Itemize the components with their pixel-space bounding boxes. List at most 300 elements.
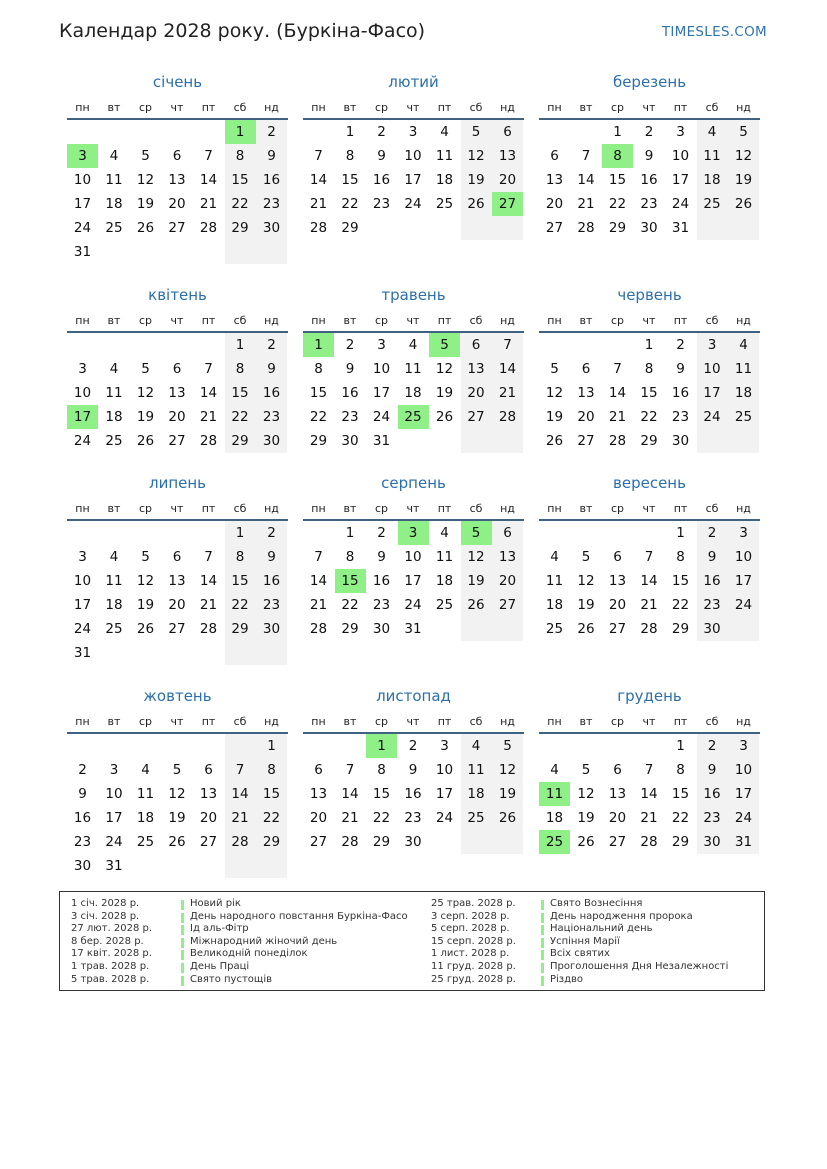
day-cell: 13 <box>168 573 186 589</box>
day-cell: 12 <box>577 786 595 802</box>
day-cell: 22 <box>231 597 249 613</box>
weekday-label: пт <box>201 101 216 114</box>
day-cell: 29 <box>309 433 328 449</box>
legend-holiday-name: Новий рік <box>190 898 241 909</box>
day-cell: 31 <box>734 834 753 850</box>
day-cell: 30 <box>640 220 658 236</box>
weekday-label: пт <box>201 314 216 327</box>
day-cell: 12 <box>435 361 454 377</box>
day-cell: 8 <box>235 148 245 164</box>
day-cell: 21 <box>608 409 627 425</box>
day-cell: 11 <box>105 573 123 589</box>
legend-holiday-name: Великодній понеділок <box>190 948 308 960</box>
day-cell: 7 <box>314 148 323 164</box>
day-cell: 14 <box>309 573 328 589</box>
day-cell: 4 <box>408 337 418 353</box>
day-cell: 14 <box>498 361 517 377</box>
day-cell: 11 <box>545 573 564 589</box>
legend-date: 1 трав. 2028 р. <box>71 961 150 972</box>
day-cell: 8 <box>345 148 355 164</box>
legend-marker <box>181 913 184 923</box>
day-cell: 24 <box>73 433 92 449</box>
day-cell: 25 <box>105 433 123 449</box>
weekday-label: пт <box>437 314 452 327</box>
weekday-label: ср <box>138 314 153 327</box>
legend-marker <box>181 938 184 948</box>
day-cell: 10 <box>734 762 753 778</box>
day-cell: 3 <box>109 762 119 778</box>
day-cell: 30 <box>671 433 690 449</box>
day-cell: 29 <box>640 433 658 449</box>
day-cell: 6 <box>550 148 559 164</box>
day-cell: 26 <box>545 433 564 449</box>
day-cell: 12 <box>136 172 155 188</box>
weekday-label: чт <box>642 715 656 728</box>
day-cell: 2 <box>267 124 276 140</box>
day-cell: 28 <box>199 621 218 637</box>
day-cell: 21 <box>199 196 218 212</box>
weekday-label: сб <box>469 502 483 515</box>
day-cell: 6 <box>471 337 481 353</box>
legend-marker <box>541 963 544 973</box>
day-cell: 12 <box>498 762 517 778</box>
day-cell: 13 <box>608 573 627 589</box>
weekday-label: пн <box>311 101 326 114</box>
day-cell: 7 <box>644 762 654 778</box>
day-cell: 7 <box>204 148 213 164</box>
day-cell: 18 <box>105 409 123 425</box>
day-cell: 6 <box>314 762 323 778</box>
day-cell: 3 <box>78 549 87 565</box>
holiday-day-cell: 3 <box>398 521 429 545</box>
day-cell: 23 <box>73 834 92 850</box>
weekday-label: вт <box>343 314 357 327</box>
day-cell: 1 <box>267 738 276 754</box>
day-cell: 22 <box>231 196 249 212</box>
weekday-label: сб <box>469 101 483 114</box>
day-cell: 30 <box>703 621 721 637</box>
day-cell: 14 <box>199 573 218 589</box>
day-cell: 30 <box>262 621 281 637</box>
day-cell: 22 <box>671 597 690 613</box>
day-cell: 16 <box>262 172 281 188</box>
day-cell: 23 <box>404 810 422 826</box>
day-cell: 28 <box>309 220 328 236</box>
weekday-label: пн <box>311 715 326 728</box>
weekday-label: чт <box>406 715 420 728</box>
day-cell: 4 <box>109 148 119 164</box>
day-cell: 6 <box>172 549 182 565</box>
month-name: квітень <box>148 286 207 304</box>
weekday-label: сб <box>705 715 719 728</box>
day-cell: 5 <box>581 762 591 778</box>
legend-date: 8 бер. 2028 р. <box>71 935 144 947</box>
day-cell: 7 <box>345 762 355 778</box>
legend-holiday-name: Успіння Марії <box>550 935 620 947</box>
weekday-label: пн <box>75 715 90 728</box>
day-cell: 30 <box>404 834 422 850</box>
day-cell: 28 <box>199 433 218 449</box>
day-cell: 26 <box>498 810 517 826</box>
day-cell: 2 <box>707 525 717 541</box>
holiday-day-cell: 11 <box>539 782 570 806</box>
day-cell: 11 <box>435 148 454 164</box>
holiday-day-cell: 1 <box>303 333 334 357</box>
day-cell: 2 <box>377 525 386 541</box>
day-cell: 23 <box>703 597 721 613</box>
day-cell: 27 <box>168 220 186 236</box>
weekday-label: чт <box>170 715 184 728</box>
day-cell: 5 <box>141 148 150 164</box>
weekday-label: чт <box>406 502 420 515</box>
day-cell: 28 <box>640 621 658 637</box>
day-cell: 27 <box>168 433 186 449</box>
day-cell: 16 <box>671 385 690 401</box>
day-cell: 22 <box>341 597 359 613</box>
day-cell: 29 <box>231 433 249 449</box>
day-cell: 14 <box>608 385 627 401</box>
month-name: лютий <box>388 73 439 91</box>
day-cell: 5 <box>581 549 591 565</box>
legend-marker <box>181 950 184 960</box>
day-cell: 4 <box>440 525 449 541</box>
day-cell: 15 <box>231 172 249 188</box>
legend-marker <box>181 925 184 935</box>
day-cell: 9 <box>345 361 355 377</box>
day-cell: 2 <box>267 525 276 541</box>
day-cell: 23 <box>341 409 359 425</box>
day-cell: 21 <box>309 597 328 613</box>
day-cell: 25 <box>105 220 123 236</box>
weekday-label: нд <box>264 101 279 114</box>
day-cell: 7 <box>503 337 512 353</box>
weekday-label: сб <box>233 715 247 728</box>
holiday-day-cell: 25 <box>398 405 429 429</box>
day-cell: 7 <box>235 762 245 778</box>
legend-marker <box>541 938 544 948</box>
day-cell: 2 <box>267 337 276 353</box>
day-cell: 25 <box>545 621 564 637</box>
day-cell: 21 <box>640 597 658 613</box>
weekday-label: ср <box>374 502 389 515</box>
day-cell: 6 <box>172 361 182 377</box>
day-cell: 9 <box>267 549 276 565</box>
weekday-label: ср <box>374 101 389 114</box>
day-cell: 30 <box>703 834 721 850</box>
day-cell: 19 <box>467 573 485 589</box>
day-cell: 3 <box>377 337 386 353</box>
day-cell: 20 <box>467 385 485 401</box>
weekday-label: пт <box>437 502 452 515</box>
legend-marker <box>541 900 544 910</box>
weekday-label: вт <box>343 101 357 114</box>
day-cell: 30 <box>262 220 281 236</box>
day-cell: 24 <box>73 621 92 637</box>
day-cell: 16 <box>372 172 391 188</box>
day-cell: 12 <box>467 148 485 164</box>
day-cell: 19 <box>136 196 155 212</box>
day-cell: 18 <box>734 385 753 401</box>
weekday-label: пн <box>547 715 562 728</box>
day-cell: 31 <box>404 621 422 637</box>
day-cell: 4 <box>109 361 119 377</box>
day-cell: 23 <box>372 196 391 212</box>
day-cell: 1 <box>235 337 245 353</box>
day-cell: 22 <box>640 409 658 425</box>
weekday-label: пт <box>673 715 688 728</box>
day-cell: 26 <box>435 409 454 425</box>
weekday-label: ср <box>374 314 389 327</box>
day-cell: 3 <box>78 361 87 377</box>
day-cell: 9 <box>377 148 386 164</box>
day-cell: 12 <box>577 573 595 589</box>
holiday-day-cell: 1 <box>225 120 256 144</box>
day-cell: 9 <box>676 361 685 377</box>
weekday-label: пт <box>437 101 452 114</box>
day-cell: 1 <box>644 337 654 353</box>
day-cell: 27 <box>168 621 186 637</box>
day-cell: 2 <box>345 337 355 353</box>
holiday-day-cell: 17 <box>67 405 98 429</box>
day-cell: 26 <box>577 834 595 850</box>
day-cell: 24 <box>404 196 422 212</box>
day-cell: 25 <box>703 196 721 212</box>
brand-link[interactable]: TIMESLES.COM <box>661 24 767 40</box>
day-cell: 15 <box>671 573 690 589</box>
day-cell: 8 <box>644 361 654 377</box>
holiday-day-cell: 5 <box>429 333 460 357</box>
day-cell: 25 <box>467 810 485 826</box>
day-cell: 1 <box>235 525 245 541</box>
day-cell: 20 <box>309 810 328 826</box>
day-cell: 15 <box>640 385 658 401</box>
holiday-day-cell: 8 <box>602 144 633 168</box>
day-cell: 18 <box>545 597 564 613</box>
day-cell: 2 <box>676 337 685 353</box>
weekday-label: сб <box>705 314 719 327</box>
day-cell: 7 <box>613 361 622 377</box>
legend-date: 3 січ. 2028 р. <box>71 910 140 922</box>
holiday-day-cell: 27 <box>492 192 523 216</box>
weekday-label: пт <box>673 314 688 327</box>
day-cell: 13 <box>309 786 328 802</box>
day-cell: 13 <box>608 786 627 802</box>
month-name: жовтень <box>143 687 212 705</box>
day-cell: 2 <box>78 762 87 778</box>
legend-holiday-name: Різдво <box>550 973 584 985</box>
day-cell: 11 <box>105 172 123 188</box>
legend-date: 1 січ. 2028 р. <box>71 898 140 909</box>
day-cell: 18 <box>136 810 155 826</box>
legend-holiday-name: Свято Вознесіння <box>550 898 643 909</box>
day-cell: 14 <box>309 172 328 188</box>
day-cell: 18 <box>467 786 485 802</box>
day-cell: 6 <box>613 762 622 778</box>
day-cell: 5 <box>739 124 748 140</box>
legend-marker <box>181 900 184 910</box>
day-cell: 29 <box>262 834 281 850</box>
day-cell: 31 <box>73 645 92 661</box>
weekday-label: вт <box>107 314 121 327</box>
weekday-label: ср <box>138 715 153 728</box>
weekday-label: пн <box>75 101 90 114</box>
day-cell: 28 <box>608 433 627 449</box>
day-cell: 10 <box>703 361 721 377</box>
day-cell: 17 <box>73 196 92 212</box>
day-cell: 29 <box>608 220 627 236</box>
legend-date: 15 серп. 2028 р. <box>431 935 516 947</box>
day-cell: 26 <box>467 597 485 613</box>
day-cell: 21 <box>199 409 218 425</box>
day-cell: 11 <box>703 148 721 164</box>
day-cell: 12 <box>136 385 155 401</box>
day-cell: 13 <box>498 148 517 164</box>
month-name: серпень <box>381 474 446 492</box>
weekday-label: сб <box>233 101 247 114</box>
day-cell: 29 <box>372 834 391 850</box>
day-cell: 12 <box>136 573 155 589</box>
weekday-label: нд <box>264 314 279 327</box>
day-cell: 16 <box>640 172 658 188</box>
day-cell: 29 <box>671 834 690 850</box>
day-cell: 10 <box>404 549 422 565</box>
day-cell: 17 <box>105 810 123 826</box>
day-cell: 1 <box>345 525 355 541</box>
day-cell: 12 <box>168 786 186 802</box>
month-name: червень <box>617 286 682 304</box>
day-cell: 21 <box>577 196 595 212</box>
day-cell: 2 <box>707 738 717 754</box>
day-cell: 24 <box>671 196 690 212</box>
day-cell: 14 <box>341 786 359 802</box>
day-cell: 18 <box>105 597 123 613</box>
day-cell: 27 <box>309 834 328 850</box>
legend-holiday-name: День Праці <box>190 961 250 972</box>
day-cell: 26 <box>467 196 485 212</box>
legend-marker <box>181 963 184 973</box>
day-cell: 22 <box>341 196 359 212</box>
day-cell: 27 <box>467 409 485 425</box>
day-cell: 28 <box>640 834 658 850</box>
day-cell: 7 <box>314 549 323 565</box>
weekday-label: вт <box>343 715 357 728</box>
day-cell: 22 <box>671 810 690 826</box>
day-cell: 3 <box>440 738 449 754</box>
day-cell: 27 <box>608 621 627 637</box>
day-cell: 8 <box>676 549 685 565</box>
legend-holiday-name: Міжнародний жіночий день <box>190 935 338 947</box>
day-cell: 6 <box>204 762 213 778</box>
day-cell: 5 <box>141 549 150 565</box>
weekday-label: ср <box>610 101 625 114</box>
day-cell: 23 <box>671 409 690 425</box>
day-cell: 28 <box>341 834 359 850</box>
legend-holiday-name: Національний день <box>550 923 653 935</box>
legend-date: 25 трав. 2028 р. <box>431 898 516 909</box>
day-cell: 14 <box>199 385 218 401</box>
day-cell: 3 <box>739 738 748 754</box>
day-cell: 16 <box>73 810 92 826</box>
day-cell: 13 <box>545 172 564 188</box>
day-cell: 25 <box>435 597 454 613</box>
day-cell: 1 <box>676 525 685 541</box>
day-cell: 9 <box>707 762 717 778</box>
day-cell: 25 <box>105 621 123 637</box>
weekday-label: ср <box>610 502 625 515</box>
legend-marker <box>541 950 544 960</box>
day-cell: 13 <box>498 549 517 565</box>
day-cell: 16 <box>703 786 721 802</box>
day-cell: 18 <box>105 196 123 212</box>
day-cell: 20 <box>498 573 517 589</box>
day-cell: 12 <box>467 549 485 565</box>
day-cell: 26 <box>577 621 595 637</box>
page-title: Календар 2028 року. (Буркіна-Фасо) <box>59 20 426 42</box>
day-cell: 2 <box>408 738 418 754</box>
weekday-label: сб <box>705 502 719 515</box>
day-cell: 18 <box>435 573 454 589</box>
day-cell: 28 <box>498 409 517 425</box>
weekday-label: пн <box>547 101 562 114</box>
weekday-label: вт <box>343 502 357 515</box>
day-cell: 16 <box>262 385 281 401</box>
day-cell: 14 <box>231 786 249 802</box>
day-cell: 10 <box>404 148 422 164</box>
weekday-label: сб <box>233 314 247 327</box>
day-cell: 23 <box>703 810 721 826</box>
day-cell: 26 <box>734 196 753 212</box>
day-cell: 6 <box>581 361 591 377</box>
day-cell: 24 <box>404 597 422 613</box>
day-cell: 22 <box>231 409 249 425</box>
weekday-label: вт <box>107 101 121 114</box>
day-cell: 10 <box>73 172 92 188</box>
weekday-label: нд <box>736 502 751 515</box>
legend-holiday-name: День народного повстання Буркіна-Фасо <box>190 910 408 922</box>
day-cell: 30 <box>73 858 92 874</box>
weekday-label: нд <box>264 502 279 515</box>
day-cell: 17 <box>73 597 92 613</box>
weekday-label: ср <box>374 715 389 728</box>
day-cell: 4 <box>471 738 481 754</box>
weekday-label: сб <box>469 715 483 728</box>
legend-date: 25 груд. 2028 р. <box>431 973 516 985</box>
day-cell: 12 <box>734 148 753 164</box>
holiday-day-cell: 15 <box>335 569 366 593</box>
day-cell: 20 <box>168 409 186 425</box>
day-cell: 27 <box>577 433 595 449</box>
day-cell: 16 <box>341 385 359 401</box>
day-cell: 4 <box>550 762 559 778</box>
legend-date: 3 серп. 2028 р. <box>431 910 510 922</box>
day-cell: 23 <box>262 409 281 425</box>
day-cell: 15 <box>231 385 249 401</box>
holiday-day-cell: 3 <box>67 144 98 168</box>
day-cell: 17 <box>671 172 690 188</box>
day-cell: 1 <box>345 124 355 140</box>
day-cell: 19 <box>577 810 595 826</box>
weekday-label: пн <box>75 502 90 515</box>
legend-holiday-name: День народження пророка <box>550 910 693 922</box>
day-cell: 6 <box>503 525 512 541</box>
weekday-label: нд <box>500 101 515 114</box>
day-cell: 20 <box>168 597 186 613</box>
day-cell: 6 <box>613 549 622 565</box>
day-cell: 13 <box>168 385 186 401</box>
day-cell: 29 <box>231 621 249 637</box>
day-cell: 13 <box>168 172 186 188</box>
day-cell: 24 <box>105 834 123 850</box>
